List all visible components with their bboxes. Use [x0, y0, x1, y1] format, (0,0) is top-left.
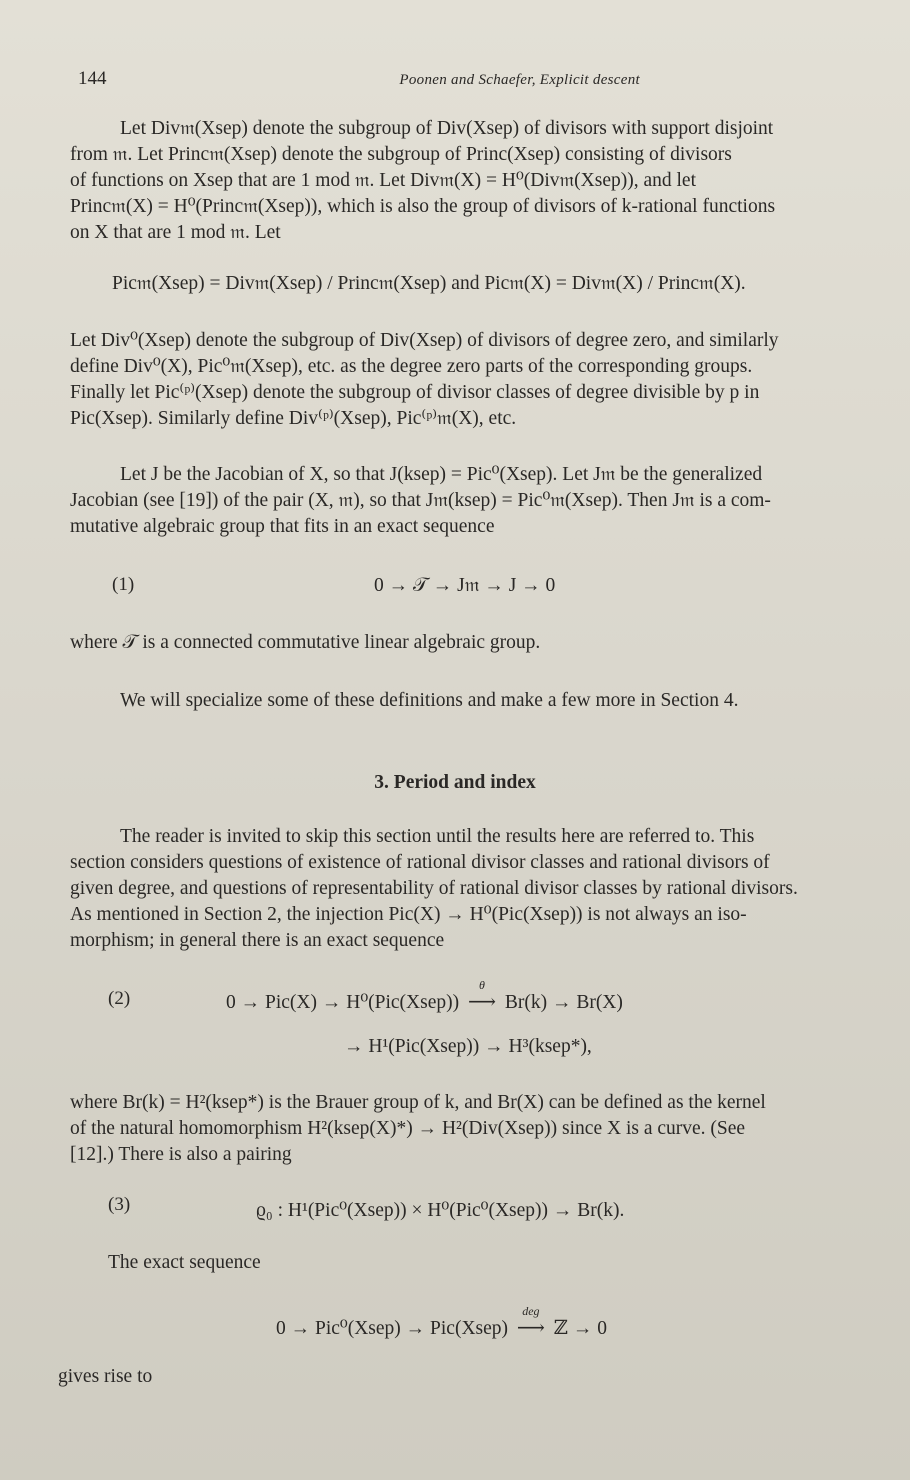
paragraph-linear-group [70, 630, 888, 656]
paragraph-degree-zero [70, 328, 888, 432]
text-line: gives rise to [58, 1366, 153, 1387]
text-line: As mentioned in Section 2, the injection Pic(X) → H⁰(Pic(Xsep)) is not always an iso- [70, 904, 747, 925]
display-equation-pic: Pic𝔪(Xsep) = Div𝔪(Xsep) / Princ𝔪(Xsep) and Pic𝔪(X) = Div𝔪(X) / Princ𝔪(X). [112, 273, 746, 294]
text-line: on X that are 1 mod 𝔪. Let [70, 222, 281, 243]
text-line: Princ𝔪(X) = H⁰(Princ𝔪(Xsep)), which is also the group of divisors of k-rational functions [70, 196, 776, 217]
text-line: Finally let Pic⁽ᵖ⁾(Xsep) denote the subgroup of divisor classes of degree divisible by p in [70, 382, 760, 403]
text-line: of functions on Xsep that are 1 mod 𝔪. Let Div𝔪(X) = H⁰(Div𝔪(Xsep)), and let [70, 170, 696, 191]
text-line: Jacobian (see [19]) of the pair (X, 𝔪), so that J𝔪(ksep) = Pic⁰𝔪(Xsep). Then J𝔪 is a com- [70, 490, 771, 511]
page-number: 144 [78, 68, 107, 89]
text-line: Pic(Xsep). Similarly define Div⁽ᵖ⁾(Xsep), Pic⁽ᵖ⁾𝔪(X), etc. [70, 408, 517, 429]
text-line: mutative algebraic group that fits in an exact sequence [70, 516, 495, 537]
equation-2-line-1 [226, 978, 623, 1014]
text-line: of the natural homomorphism H²(ksep(X)*) → H²(Div(Xsep)) since X is a curve. (See [70, 1118, 746, 1139]
arrow-label: θ [479, 978, 485, 992]
equation-2-line-2: → H¹(Pic(Xsep)) → H³(ksep*), [344, 1036, 592, 1057]
paragraph-period-index-intro [70, 824, 888, 954]
text-line: given degree, and questions of representability of rational divisor classes by rational divisors. [70, 878, 798, 899]
equation-4-part-a: 0 → Pic⁰(Xsep) → Pic(Xsep) [276, 1318, 509, 1339]
equation-2-part-a: 0 → Pic(X) → H⁰(Pic(Xsep)) [226, 992, 460, 1013]
text-line: The exact sequence [108, 1252, 261, 1273]
paragraph-brauer-group [70, 1090, 888, 1168]
running-title: Poonen and Schaefer, Explicit descent [399, 72, 640, 88]
text-line: where 𝒯 is a connected commutative linear algebraic group. [70, 632, 541, 653]
text-line: Let Div⁰(Xsep) denote the subgroup of Div(Xsep) of divisors of degree zero, and similarly [70, 330, 779, 351]
paragraph-exact-sequence [70, 1250, 888, 1276]
equation-4 [276, 1304, 607, 1340]
equation-number-2: (2) [108, 988, 131, 1009]
text-line: Let J be the Jacobian of X, so that J(ksep) = Pic⁰(Xsep). Let J𝔪 be the generalized [120, 464, 763, 485]
text-line: from 𝔪. Let Princ𝔪(Xsep) denote the subgroup of Princ(Xsep) consisting of divisors [70, 144, 732, 165]
text-line: section considers questions of existence of rational divisor classes and rational divisors of [70, 852, 770, 873]
equation-4-part-b: ℤ → 0 [553, 1318, 607, 1339]
paragraph-gives-rise [58, 1364, 876, 1390]
paragraph-specialize [70, 688, 888, 714]
deg-arrow: deg ⟶ [513, 1316, 549, 1340]
section-heading: 3. Period and index [374, 772, 536, 793]
text-line: Let Div𝔪(Xsep) denote the subgroup of Div(Xsep) of divisors with support disjoint [120, 118, 774, 139]
equation-number-3: (3) [108, 1194, 131, 1215]
text-line: morphism; in general there is an exact sequence [70, 930, 445, 951]
paragraph-divisors-definitions [70, 116, 888, 246]
theta-arrow: θ ⟶ [464, 990, 500, 1014]
arrow-label: deg [522, 1304, 540, 1318]
text-line: We will specialize some of these definitions and make a few more in Section 4. [120, 690, 739, 711]
text-line: where Br(k) = H²(ksep*) is the Brauer group of k, and Br(X) can be defined as the kernel [70, 1092, 766, 1113]
equation-2-part-b: Br(k) → Br(X) [504, 992, 623, 1013]
equation-3: ϱ₀ : H¹(Pic⁰(Xsep)) × H⁰(Pic⁰(Xsep)) → Br(k). [256, 1200, 625, 1221]
text-line: The reader is invited to skip this section until the results here are referred to. This [120, 826, 755, 847]
text-line: [12].) There is also a pairing [70, 1144, 292, 1165]
page-header [78, 68, 640, 90]
equation-number-1: (1) [112, 574, 135, 595]
equation-1: 0 → 𝒯 → J𝔪 → J → 0 [374, 575, 556, 596]
text-line: define Div⁰(X), Pic⁰𝔪(Xsep), etc. as the degree zero parts of the corresponding groups. [70, 356, 753, 377]
paragraph-jacobian [70, 462, 888, 540]
